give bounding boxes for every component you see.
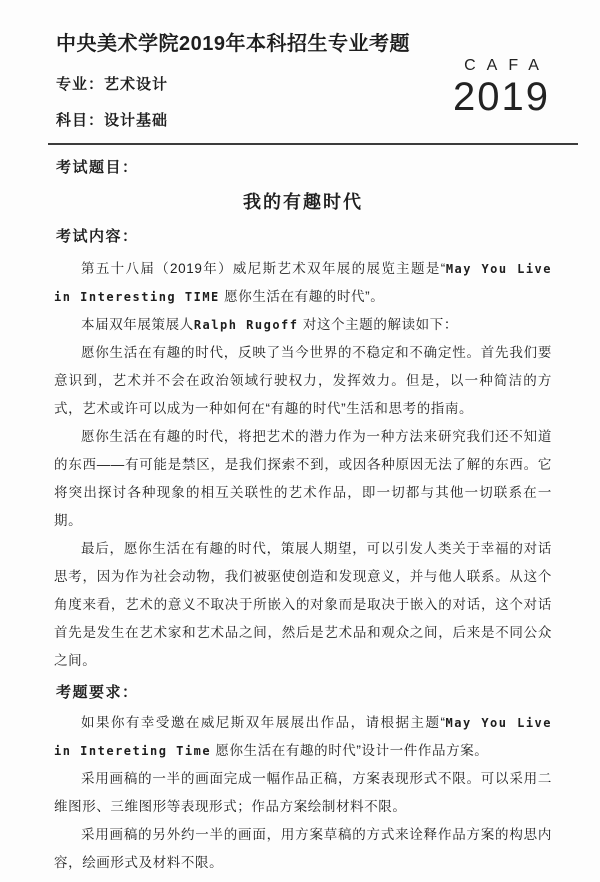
paper-header bbox=[54, 32, 552, 130]
header-divider bbox=[48, 143, 578, 145]
requirements-paragraphs bbox=[54, 709, 552, 877]
cafa-logo-year: 2019 bbox=[453, 75, 550, 119]
paragraph: 如果你有幸受邀在威尼斯双年展展出作品，请根据主题“May You Live in Intereting Time 愿你生活在有趣的时代”设计一件作品方案。 bbox=[54, 715, 552, 758]
subject-label: 科目：设计基础 bbox=[56, 112, 169, 129]
requirements-heading: 考题要求： bbox=[56, 684, 139, 701]
paragraph: 愿你生活在有趣的时代，反映了当今世界的不稳定和不确定性。首先我们要意识到，艺术并不会在政治领域行驶权力，发挥效力。但是，以一种简洁的方式，艺术或许可以成为一种如何在“有趣的时代”生活和思考的指南。 bbox=[54, 345, 552, 416]
content-paragraphs bbox=[54, 255, 552, 675]
paragraph: 愿你生活在有趣的时代，将把艺术的潜力作为一种方法来研究我们还不知道的东西——有可能是禁区，是我们探索不到，或因各种原因无法了解的东西。它将突出探讨各种现象的相互关联性的艺术作品，即一切都与其他一切联系在一期。 bbox=[54, 429, 552, 528]
latin-text: May You Live in Interesting TIME bbox=[54, 262, 552, 304]
content-heading: 考试内容： bbox=[56, 228, 139, 245]
major-label: 专业：艺术设计 bbox=[56, 76, 169, 93]
cafa-logo bbox=[453, 56, 550, 118]
paragraph: 采用画稿的另外约一半的画面，用方案草稿的方式来诠释作品方案的构思内容，绘画形式及材料不限。 bbox=[54, 827, 552, 870]
cafa-logo-acronym: CAFA bbox=[464, 57, 550, 74]
page-title: 中央美术学院2019年本科招生专业考题 bbox=[56, 33, 410, 55]
paragraph: 第五十八届（2019年）威尼斯艺术双年展的展览主题是“May You Live in Interesting TIME 愿你生活在有趣的时代”。 bbox=[54, 261, 552, 304]
paragraph: 最后，愿你生活在有趣的时代，策展人期望，可以引发人类关于幸福的对话思考，因为作为社会动物，我们被驱使创造和发现意义，并与他人联系。从这个角度来看，艺术的意义不取决于所嵌入的对象而是取决于嵌入的对话，这个对话首先是发生在艺术家和艺术品之间，然后是艺术品和观众之间，后来是不同公众之间。 bbox=[54, 541, 552, 668]
paragraph: 本届双年展策展人Ralph Rugoff 对这个主题的解读如下： bbox=[81, 317, 458, 332]
paragraph: 采用画稿的一半的画面完成一幅作品正稿，方案表现形式不限。可以采用二维图形、三维图形等表现形式；作品方案绘制材料不限。 bbox=[54, 771, 552, 814]
latin-text: May You Live in Intereting Time bbox=[54, 716, 552, 758]
latin-text: Ralph Rugoff bbox=[193, 318, 299, 332]
topic-heading: 考试题目： bbox=[56, 159, 139, 176]
exam-topic-title: 我的有趣时代 bbox=[243, 192, 363, 212]
